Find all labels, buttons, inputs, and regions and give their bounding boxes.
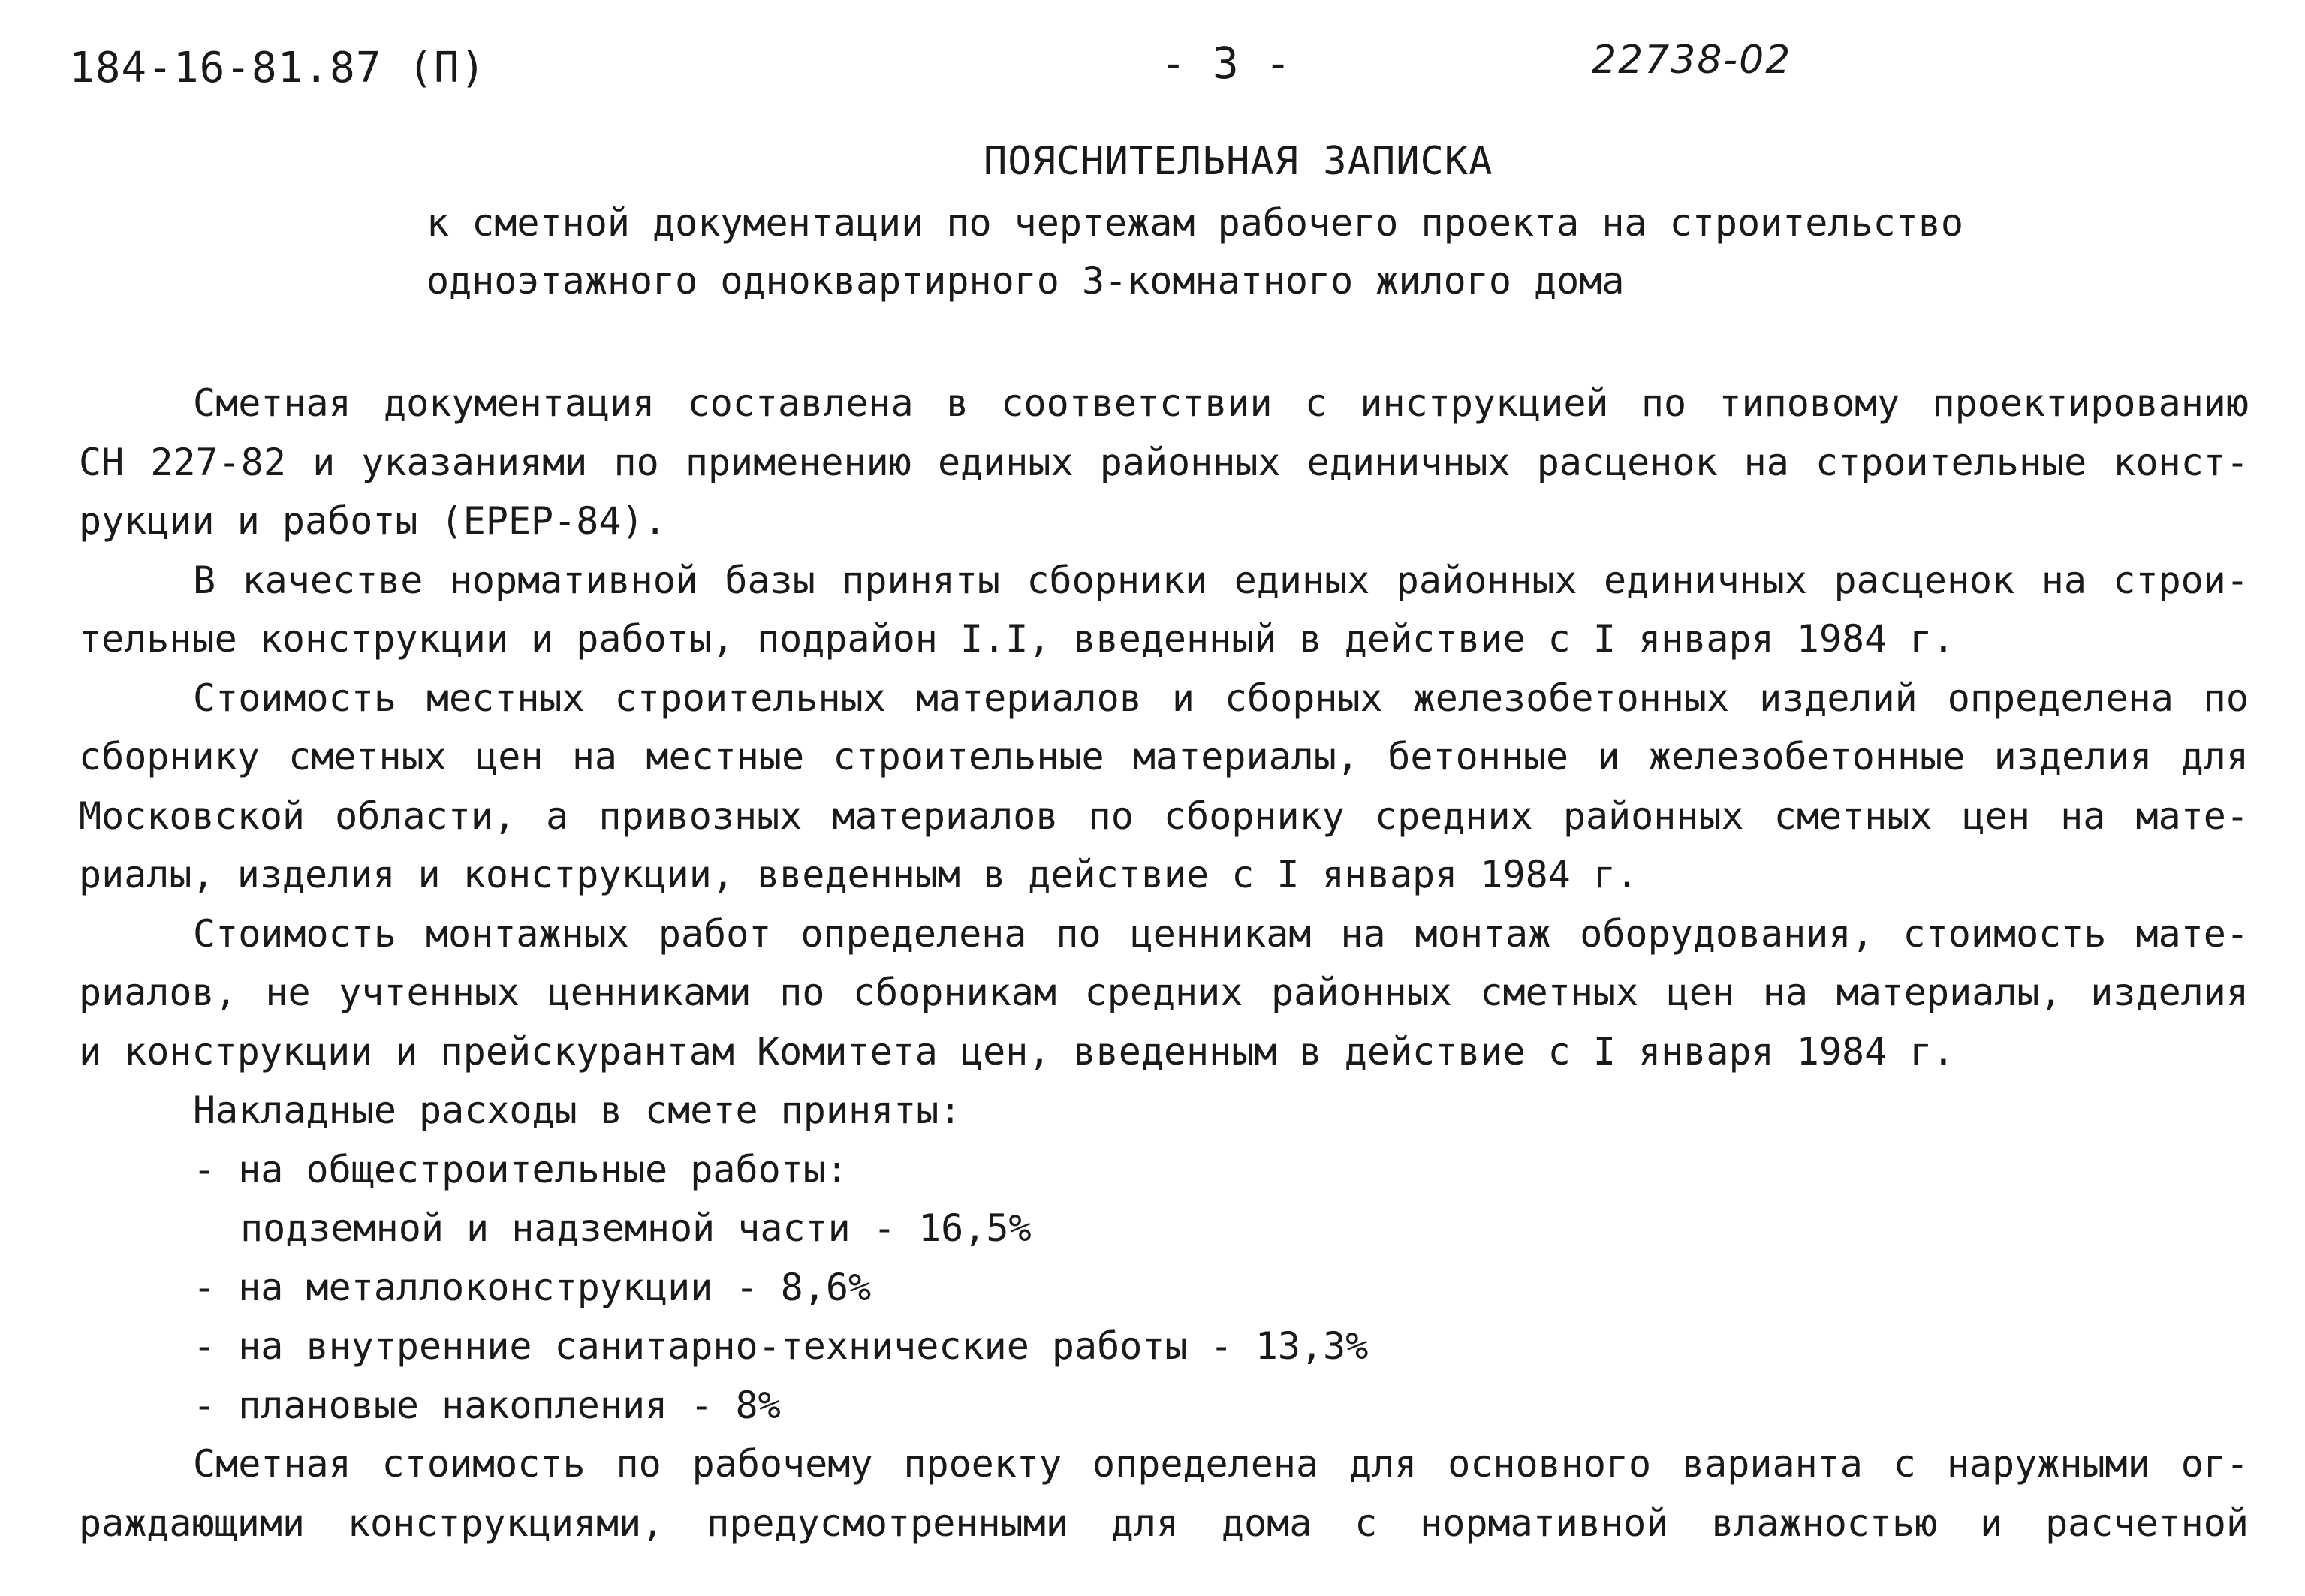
paragraph-line: рукции и работы (ЕРЕР-84). <box>79 499 667 543</box>
subtitle-line: одноэтажного одноквартирного 3-комнатного жилого дома <box>426 259 1625 303</box>
paragraph-line: Стоимость монтажных работ определена по ценникам на монтаж оборудования, стоимость мате- <box>193 911 2249 956</box>
body-text <box>79 374 2249 1552</box>
paragraph-line: сборнику сметных цен на местные строительные материалы, бетонные и железобетонные изделия для <box>79 735 2249 778</box>
paragraph-line: и конструкции и прейскурантам Комитета цен, введенным в действие с I января 1984 г. <box>79 1029 1955 1074</box>
paragraph-line: тельные конструкции и работы, подрайон I.I, введенный в действие с I января 1984 г. <box>79 617 1955 661</box>
subtitle-line: к сметной документации по чертежам рабочего проекта на строительство <box>426 201 1963 245</box>
paragraph-line: риалы, изделия и конструкции, введенным в действие с I января 1984 г. <box>79 853 1639 896</box>
list-heading: Накладные расходы в смете приняты: <box>193 1089 962 1132</box>
paragraph-line: В качестве нормативной базы приняты сборники единых районных единичных расценок на строи- <box>193 558 2249 602</box>
list-item: - на внутренние санитарно-технические работы - 13,3% <box>193 1324 1369 1368</box>
list-item: - плановые накопления - 8% <box>193 1383 781 1427</box>
paragraph-line: Стоимость местных строительных материалов и сборных железобетонных изделий определена по <box>193 676 2249 720</box>
paragraph-line: риалов, не учтенных ценниками по сборникам средних районных сметных цен на материалы, изделия <box>79 971 2249 1014</box>
paragraph-line: Сметная стоимость по рабочему проекту определена для основного варианта с наружными ог- <box>193 1442 2249 1486</box>
paragraph-line: Сметная документация составлена в соответствии с инструкцией по типовому проектированию <box>193 381 2249 425</box>
paragraph-line: Московской области, а привозных материалов по сборнику средних районных сметных цен на мате- <box>79 793 2249 838</box>
list-item: - на общестроительные работы: <box>193 1147 848 1191</box>
page-number: - 3 - <box>1160 38 1291 89</box>
paragraph-line: раждающими конструкциями, предусмотренными для дома с нормативной влажностью и расчетной <box>79 1501 2249 1545</box>
list-item: - на металлоконструкции - 8,6% <box>193 1265 872 1309</box>
document-code: 184-16-81.87 (П) <box>69 44 487 92</box>
document-title: ПОЯСНИТЕЛЬНАЯ ЗАПИСКА <box>984 139 1493 184</box>
list-item: подземной и надземной части - 16,5% <box>240 1206 1032 1250</box>
paragraph-line: СН 227-82 и указаниями по применению единых районных единичных расценок на строительные конст- <box>79 440 2249 484</box>
archive-number: 22738-02 <box>1592 38 1792 83</box>
